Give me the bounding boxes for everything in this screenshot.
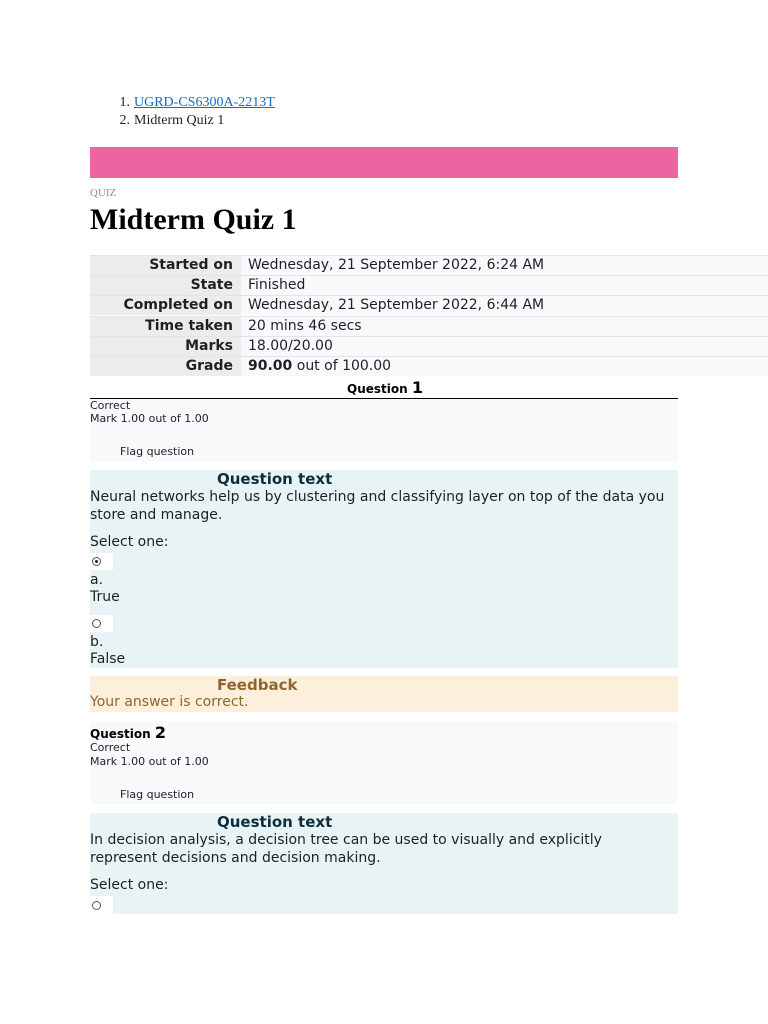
breadcrumb-item-quiz — [110, 112, 410, 130]
question-state: Correct — [90, 741, 131, 754]
grade-total: out of 100.00 — [292, 358, 392, 374]
header-banner — [90, 147, 678, 178]
summary-label: Started on — [90, 256, 241, 275]
summary-value: Finished — [241, 276, 768, 295]
select-one-prompt: Select one: — [90, 877, 169, 893]
question-2-content — [90, 813, 678, 914]
breadcrumb-item-course — [110, 94, 410, 112]
feedback-text: Your answer is correct. — [90, 694, 249, 710]
option-label[interactable]: True — [90, 589, 120, 605]
option-b-radio[interactable] — [92, 619, 101, 628]
summary-row-time-taken — [90, 316, 768, 336]
option-a-radio[interactable] — [92, 557, 101, 566]
flag-question-link[interactable]: Flag question — [120, 788, 195, 801]
question-1-content — [90, 470, 678, 668]
question-mark: Mark 1.00 out of 1.00 — [90, 755, 209, 768]
option-a-container — [90, 896, 113, 914]
question-number: 1 — [411, 378, 423, 397]
question-label: Question — [90, 727, 151, 741]
option-letter: b. — [90, 634, 104, 650]
question-2-heading — [90, 723, 166, 742]
question-text: Neural networks help us by clustering and classifying layer on top of the data you store and manage. — [90, 489, 665, 523]
summary-label: Completed on — [90, 296, 241, 315]
breadcrumb-number: 2. — [119, 113, 130, 128]
option-a-container — [90, 553, 113, 570]
option-b-container — [90, 615, 113, 632]
summary-label: Marks — [90, 337, 241, 356]
question-label: Question — [347, 382, 408, 396]
question-text-heading: Question text — [217, 470, 333, 488]
summary-label: Time taken — [90, 317, 241, 336]
question-number: 2 — [154, 723, 166, 742]
breadcrumb-quiz-label: Midterm Quiz 1 — [134, 113, 225, 128]
summary-row-grade — [90, 356, 768, 376]
summary-label: Grade — [90, 357, 241, 376]
summary-row-state — [90, 275, 768, 295]
summary-row-marks — [90, 336, 768, 356]
question-mark: Mark 1.00 out of 1.00 — [90, 412, 209, 425]
question-text-heading: Question text — [217, 813, 333, 831]
flag-question-link[interactable]: Flag question — [120, 445, 195, 458]
option-label[interactable]: False — [90, 651, 126, 667]
question-state: Correct — [90, 399, 131, 412]
option-a-radio[interactable] — [92, 901, 101, 910]
question-1-info — [90, 399, 678, 461]
select-one-prompt: Select one: — [90, 534, 169, 550]
summary-value: 20 mins 46 secs — [241, 317, 768, 336]
question-2-info — [90, 721, 678, 804]
activity-type-label: QUIZ — [90, 187, 117, 199]
summary-row-started — [90, 255, 768, 275]
summary-row-completed — [90, 295, 768, 315]
breadcrumb — [110, 94, 410, 134]
page-title: Midterm Quiz 1 — [90, 203, 297, 236]
summary-value: Wednesday, 21 September 2022, 6:24 AM — [241, 256, 768, 275]
grade-score: 90.00 — [248, 358, 293, 374]
question-text: In decision analysis, a decision tree can be used to visually and explicitly represent decisions and decision making. — [90, 832, 602, 866]
summary-value — [241, 357, 768, 376]
question-1-heading — [347, 378, 423, 397]
breadcrumb-number: 1. — [119, 95, 130, 110]
question-1-feedback — [90, 676, 678, 712]
summary-value: 18.00/20.00 — [241, 337, 768, 356]
summary-label: State — [90, 276, 241, 295]
summary-value: Wednesday, 21 September 2022, 6:44 AM — [241, 296, 768, 315]
feedback-heading: Feedback — [217, 676, 298, 694]
option-letter: a. — [90, 572, 104, 588]
breadcrumb-course-link[interactable]: UGRD-CS6300A-2213T — [134, 95, 275, 110]
